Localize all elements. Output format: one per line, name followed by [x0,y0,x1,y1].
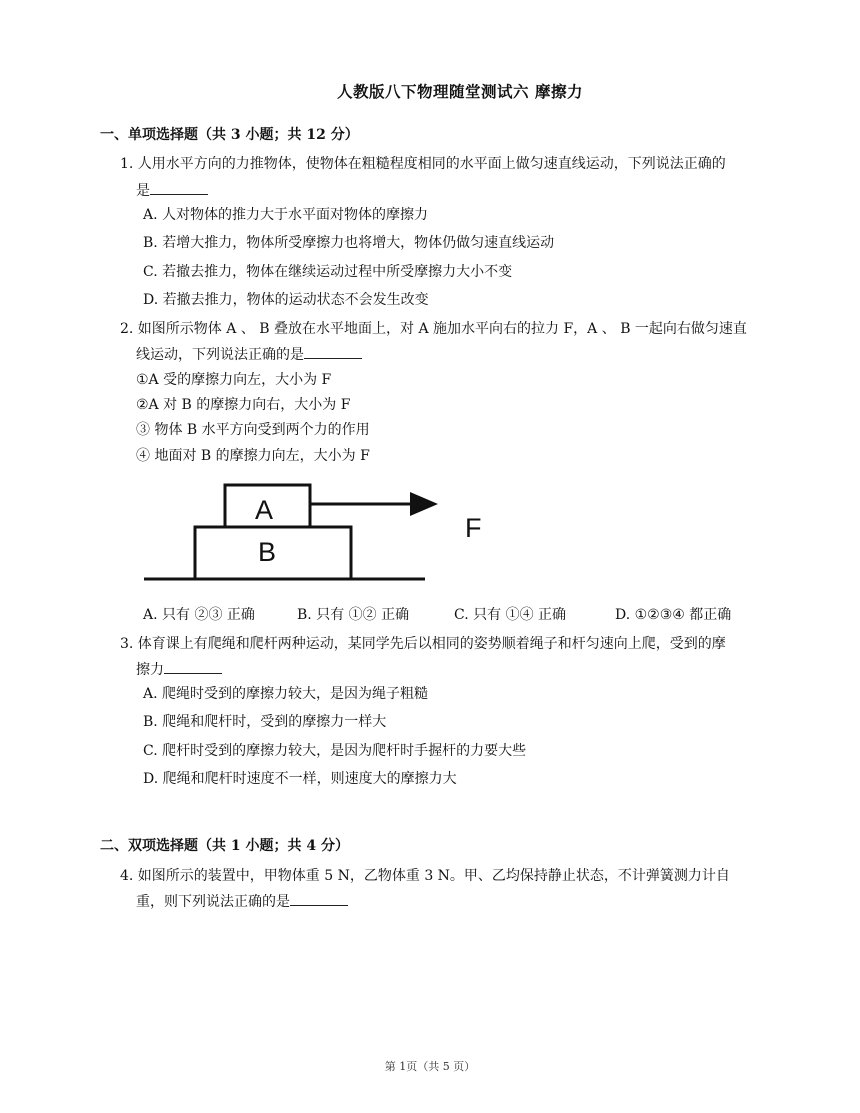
question-2-statement-3: ③ 物体 B 水平方向受到两个力的作用 [136,422,370,438]
question-1-option-d: D. 若撤去推力，物体的运动状态不会发生改变 [143,292,429,308]
question-2-option-c: C. 只有 ①④ 正确 [454,607,567,623]
question-1-text-cont [136,180,208,200]
blocks-force-diagram [140,478,500,590]
section-heading-double-choice: 二、双项选择题（共 1 小题；共 4 分） [100,838,349,854]
question-2-text-cont [136,344,362,364]
section-heading-single-choice: 一、单项选择题（共 3 小题；共 12 分） [100,127,359,143]
answer-blank [290,891,348,906]
question-3-text-tail: 擦力 [136,662,164,678]
question-3-option-d: D. 爬绳和爬杆时速度不一样，则速度大的摩擦力大 [143,771,457,787]
page-title: 人教版八下物理随堂测试六 摩擦力 [337,82,583,101]
question-1-text: 1. 人用水平方向的力推物体，使物体在粗糙程度相同的水平面上做匀速直线运动，下列说法正确的 [120,156,726,172]
question-2-options [143,604,763,624]
question-1-option-b: B. 若增大推力，物体所受摩擦力也将增大，物体仍做匀速直线运动 [143,235,555,251]
question-2-text-tail: 线运动，下列说法正确的是 [136,347,304,363]
force-f-label: F [465,513,482,543]
block-b-label: B [258,537,277,567]
block-a-label: A [255,495,274,525]
answer-blank [164,659,222,674]
question-2-statement-2: ②A 对 B 的摩擦力向右，大小为 F [136,397,351,413]
answer-blank [304,344,362,359]
question-2-statement-1: ①A 受的摩擦力向左，大小为 F [136,372,332,388]
question-1-text-tail: 是 [136,183,150,199]
question-4-text: 4. 如图所示的装置中，甲物体重 5 N，乙物体重 3 N。甲、乙均保持静止状态，不计弹簧测力计自 [120,868,730,884]
question-2-option-d: D. ①②③④ 都正确 [615,607,732,623]
question-4-text-cont [136,891,348,911]
question-1-option-a: A. 人对物体的推力大于水平面对物体的摩擦力 [143,207,429,223]
question-2-option-b: B. 只有 ①② 正确 [297,607,410,623]
question-3-text-cont [136,659,222,679]
page-footer: 第 1页（共 5 页） [384,1060,476,1073]
question-3-text: 3. 体育课上有爬绳和爬杆两种运动，某同学先后以相同的姿势顺着绳子和杆匀速向上爬，受到的摩 [120,636,726,652]
answer-blank [150,180,208,195]
question-3-option-c: C. 爬杆时受到的摩擦力较大，是因为爬杆时手握杆的力要大些 [143,743,527,759]
question-2-option-a: A. 只有 ②③ 正确 [143,607,255,623]
question-3-option-b: B. 爬绳和爬杆时，受到的摩擦力一样大 [143,714,387,730]
question-3-option-a: A. 爬绳时受到的摩擦力较大，是因为绳子粗糙 [143,686,429,702]
question-2-text: 2. 如图所示物体 A 、 B 叠放在水平地面上，对 A 施加水平向右的拉力 F，A 、 B 一起向右做匀速直 [120,321,747,337]
question-4-text-tail: 重，则下列说法正确的是 [136,894,290,910]
force-arrow-head [410,492,438,516]
question-1-option-c: C. 若撤去推力，物体在继续运动过程中所受摩擦力大小不变 [143,264,513,280]
question-2-statement-4: ④ 地面对 B 的摩擦力向左，大小为 F [136,448,370,464]
